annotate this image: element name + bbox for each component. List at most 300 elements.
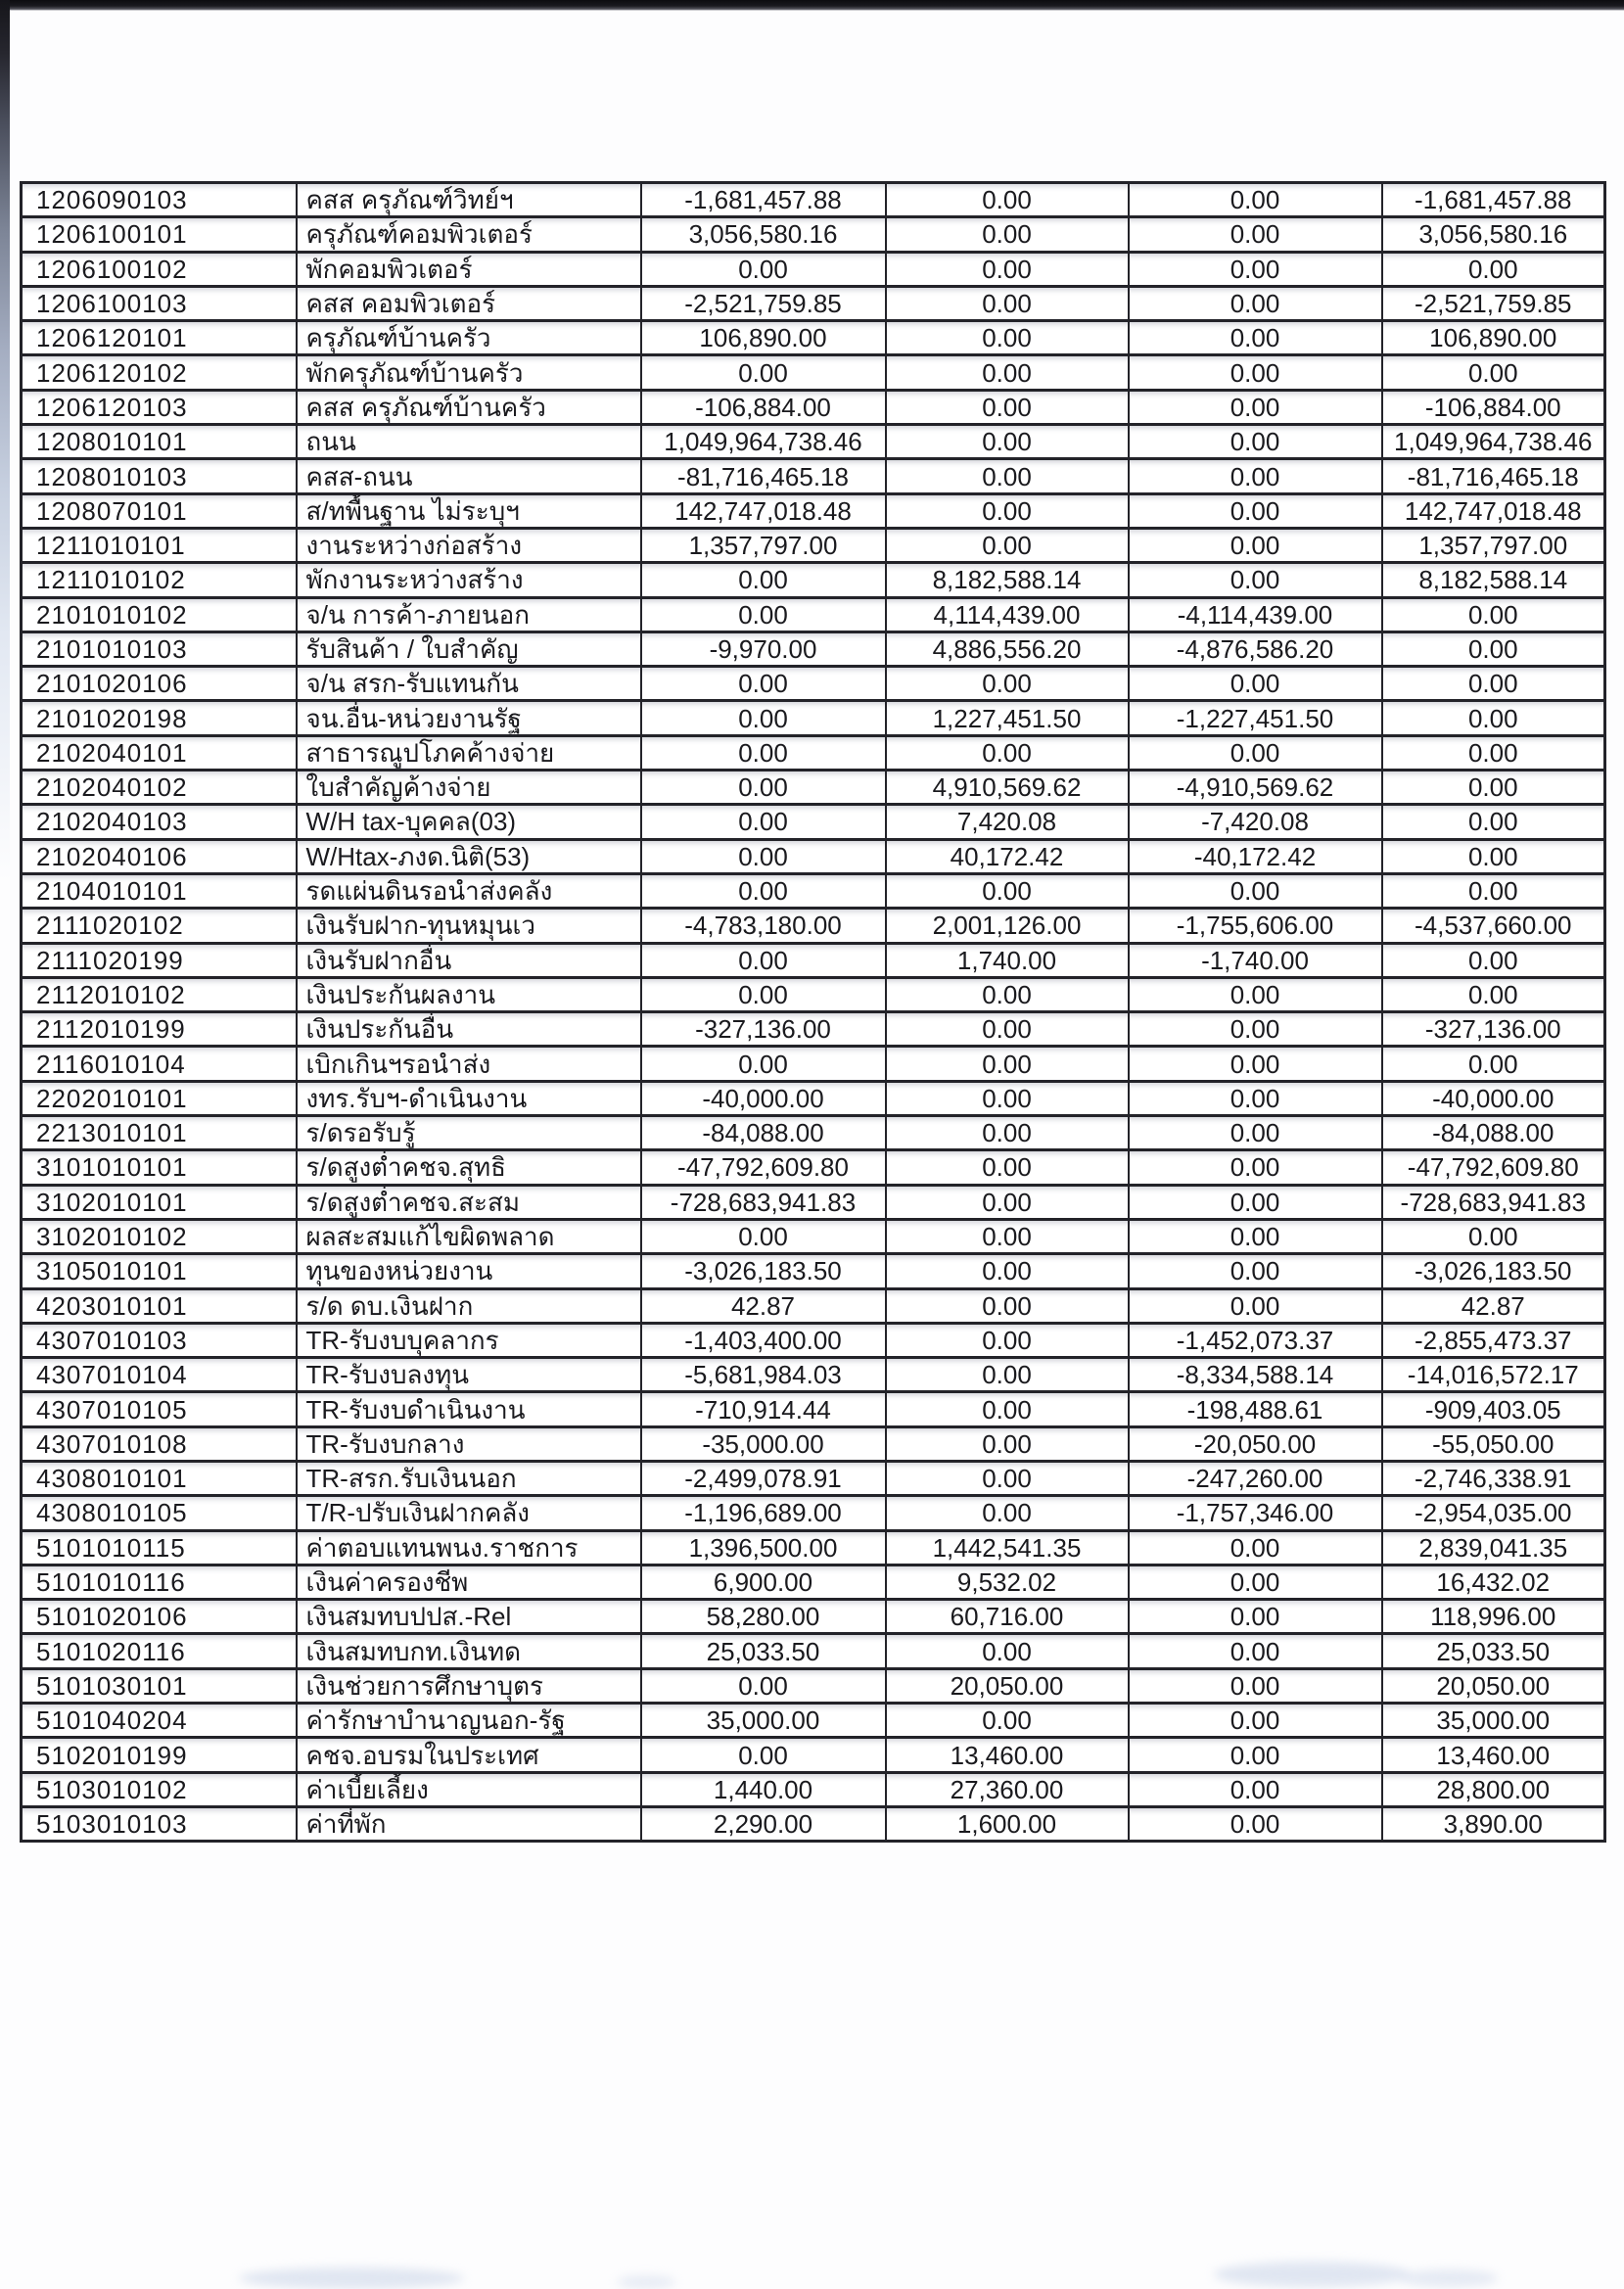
amount-period1-cell: 42.87	[641, 1288, 886, 1323]
amount-balance-cell: 0.00	[1382, 631, 1605, 666]
amount-credit-cell: 0.00	[1129, 355, 1382, 390]
amount-balance-cell: 8,182,588.14	[1382, 563, 1605, 597]
amount-period1-cell: -728,683,941.83	[641, 1185, 886, 1219]
account-code-cell: 4308010105	[22, 1496, 297, 1530]
account-code-cell: 1206120102	[22, 355, 297, 390]
amount-credit-cell: 0.00	[1129, 1772, 1382, 1806]
account-code-cell: 3102010102	[22, 1219, 297, 1253]
amount-debit-cell: 27,360.00	[886, 1772, 1129, 1806]
account-name-cell: ถนน	[297, 425, 641, 459]
amount-balance-cell: 0.00	[1382, 771, 1605, 805]
amount-balance-cell: 118,996.00	[1382, 1600, 1605, 1634]
amount-balance-cell: 1,049,964,738.46	[1382, 425, 1605, 459]
amount-credit-cell: 0.00	[1129, 1081, 1382, 1115]
account-name-cell: ร/ดรอรับรู้	[297, 1116, 641, 1150]
account-code-cell: 2102040102	[22, 771, 297, 805]
amount-balance-cell: -40,000.00	[1382, 1081, 1605, 1115]
account-name-cell: เงินค่าครองชีพ	[297, 1565, 641, 1599]
amount-debit-cell: 0.00	[886, 1358, 1129, 1392]
amount-debit-cell: 0.00	[886, 425, 1129, 459]
amount-credit-cell: -4,876,586.20	[1129, 631, 1382, 666]
amount-credit-cell: -247,260.00	[1129, 1461, 1382, 1495]
account-name-cell: คสส ครุภัณฑ์วิทย์ฯ	[297, 183, 641, 217]
account-code-cell: 2116010104	[22, 1047, 297, 1081]
amount-period1-cell: -9,970.00	[641, 631, 886, 666]
amount-credit-cell: 0.00	[1129, 493, 1382, 528]
amount-credit-cell: -40,172.42	[1129, 839, 1382, 873]
table-row	[22, 355, 1605, 390]
account-code-cell: 2102040101	[22, 735, 297, 770]
amount-balance-cell: 0.00	[1382, 252, 1605, 286]
amount-credit-cell: -20,050.00	[1129, 1426, 1382, 1461]
account-name-cell: เงินสมทบกท.เงินทด	[297, 1634, 641, 1668]
account-name-cell: จ/น การค้า-ภายนอก	[297, 597, 641, 631]
account-code-cell: 2101020106	[22, 667, 297, 701]
amount-period1-cell: 0.00	[641, 1047, 886, 1081]
account-name-cell: ค่าเบี้ยเลี้ยง	[297, 1772, 641, 1806]
table-row	[22, 1772, 1605, 1806]
amount-credit-cell: 0.00	[1129, 1150, 1382, 1185]
amount-debit-cell: 0.00	[886, 1496, 1129, 1530]
amount-period1-cell: -81,716,465.18	[641, 459, 886, 493]
scan-edge-top	[0, 0, 1624, 11]
amount-balance-cell: 106,890.00	[1382, 321, 1605, 355]
account-name-cell: ร/ดสูงต่ำคชจ.สุทธิ	[297, 1150, 641, 1185]
amount-debit-cell: 0.00	[886, 1150, 1129, 1185]
amount-period1-cell: -2,521,759.85	[641, 286, 886, 320]
amount-balance-cell: 35,000.00	[1382, 1704, 1605, 1738]
amount-balance-cell: -84,088.00	[1382, 1116, 1605, 1150]
amount-balance-cell: 0.00	[1382, 839, 1605, 873]
table-row	[22, 1323, 1605, 1357]
amount-balance-cell: -14,016,572.17	[1382, 1358, 1605, 1392]
amount-balance-cell: -81,716,465.18	[1382, 459, 1605, 493]
account-name-cell: ร/ดสูงต่ำคชจ.สะสม	[297, 1185, 641, 1219]
account-name-cell: เงินประกันผลงาน	[297, 977, 641, 1011]
amount-debit-cell: 60,716.00	[886, 1600, 1129, 1634]
amount-debit-cell: 0.00	[886, 1704, 1129, 1738]
amount-credit-cell: -4,910,569.62	[1129, 771, 1382, 805]
table-row	[22, 459, 1605, 493]
table-row	[22, 1600, 1605, 1634]
account-code-cell: 1206100101	[22, 217, 297, 252]
amount-period1-cell: -84,088.00	[641, 1116, 886, 1150]
amount-balance-cell: 28,800.00	[1382, 1772, 1605, 1806]
account-name-cell: TR-รับงบดำเนินงาน	[297, 1392, 641, 1426]
amount-period1-cell: 106,890.00	[641, 321, 886, 355]
amount-credit-cell: -1,755,606.00	[1129, 909, 1382, 943]
amount-debit-cell: 0.00	[886, 1219, 1129, 1253]
amount-debit-cell: 13,460.00	[886, 1738, 1129, 1772]
amount-credit-cell: -1,740.00	[1129, 943, 1382, 977]
account-code-cell: 1206100103	[22, 286, 297, 320]
account-code-cell: 2112010199	[22, 1012, 297, 1047]
amount-credit-cell: 0.00	[1129, 217, 1382, 252]
table-row	[22, 771, 1605, 805]
amount-debit-cell: 1,227,451.50	[886, 701, 1129, 735]
amount-credit-cell: 0.00	[1129, 321, 1382, 355]
scan-smudge	[1214, 2262, 1410, 2287]
amount-period1-cell: 0.00	[641, 873, 886, 908]
amount-credit-cell: 0.00	[1129, 1288, 1382, 1323]
amount-debit-cell: 0.00	[886, 1081, 1129, 1115]
account-code-cell: 1206120101	[22, 321, 297, 355]
amount-period1-cell: 0.00	[641, 1668, 886, 1703]
account-name-cell: พักงานระหว่างสร้าง	[297, 563, 641, 597]
table-row	[22, 1426, 1605, 1461]
amount-debit-cell: 0.00	[886, 977, 1129, 1011]
amount-credit-cell: 0.00	[1129, 1565, 1382, 1599]
amount-period1-cell: 0.00	[641, 771, 886, 805]
amount-debit-cell: 40,172.42	[886, 839, 1129, 873]
account-name-cell: งทร.รับฯ-ดำเนินงาน	[297, 1081, 641, 1115]
amount-period1-cell: 0.00	[641, 355, 886, 390]
scan-edge-left	[0, 0, 10, 881]
amount-credit-cell: 0.00	[1129, 977, 1382, 1011]
amount-balance-cell: 0.00	[1382, 667, 1605, 701]
amount-debit-cell: 0.00	[886, 1288, 1129, 1323]
table-row	[22, 1461, 1605, 1495]
table-row	[22, 1012, 1605, 1047]
amount-period1-cell: 1,440.00	[641, 1772, 886, 1806]
amount-credit-cell: 0.00	[1129, 1219, 1382, 1253]
account-code-cell: 1208010103	[22, 459, 297, 493]
account-code-cell: 1206120103	[22, 390, 297, 424]
amount-period1-cell: -1,403,400.00	[641, 1323, 886, 1357]
table-row	[22, 1565, 1605, 1599]
table-row	[22, 1738, 1605, 1772]
account-name-cell: เบิกเกินฯรอนำส่ง	[297, 1047, 641, 1081]
account-name-cell: รับสินค้า / ใบสำคัญ	[297, 631, 641, 666]
amount-balance-cell: 42.87	[1382, 1288, 1605, 1323]
amount-period1-cell: 0.00	[641, 977, 886, 1011]
amount-balance-cell: 25,033.50	[1382, 1634, 1605, 1668]
amount-period1-cell: 1,396,500.00	[641, 1530, 886, 1565]
account-name-cell: เงินช่วยการศึกษาบุตร	[297, 1668, 641, 1703]
amount-credit-cell: -8,334,588.14	[1129, 1358, 1382, 1392]
account-code-cell: 2112010102	[22, 977, 297, 1011]
amount-debit-cell: 0.00	[886, 1185, 1129, 1219]
amount-period1-cell: -327,136.00	[641, 1012, 886, 1047]
account-code-cell: 1208010101	[22, 425, 297, 459]
amount-balance-cell: 0.00	[1382, 977, 1605, 1011]
amount-debit-cell: 9,532.02	[886, 1565, 1129, 1599]
amount-credit-cell: 0.00	[1129, 459, 1382, 493]
account-code-cell: 2102040103	[22, 805, 297, 839]
account-code-cell: 5103010102	[22, 1772, 297, 1806]
amount-debit-cell: 0.00	[886, 252, 1129, 286]
amount-credit-cell: -4,114,439.00	[1129, 597, 1382, 631]
account-name-cell: ทุนของหน่วยงาน	[297, 1254, 641, 1288]
amount-balance-cell: -728,683,941.83	[1382, 1185, 1605, 1219]
amount-period1-cell: 3,056,580.16	[641, 217, 886, 252]
account-name-cell: ส/ทพื้นฐาน ไม่ระบุฯ	[297, 493, 641, 528]
amount-period1-cell: 6,900.00	[641, 1565, 886, 1599]
amount-credit-cell: 0.00	[1129, 1806, 1382, 1841]
account-name-cell: จน.อื่น-หน่วยงานรัฐ	[297, 701, 641, 735]
table-row	[22, 286, 1605, 320]
amount-debit-cell: 7,420.08	[886, 805, 1129, 839]
table-row	[22, 183, 1605, 217]
account-name-cell: TR-รับงบบุคลากร	[297, 1323, 641, 1357]
amount-debit-cell: 0.00	[886, 1323, 1129, 1357]
table-row	[22, 1081, 1605, 1115]
amount-balance-cell: -2,521,759.85	[1382, 286, 1605, 320]
amount-debit-cell: 0.00	[886, 321, 1129, 355]
amount-debit-cell: 4,886,556.20	[886, 631, 1129, 666]
amount-balance-cell: 0.00	[1382, 1219, 1605, 1253]
account-name-cell: ครุภัณฑ์คอมพิวเตอร์	[297, 217, 641, 252]
amount-period1-cell: -710,914.44	[641, 1392, 886, 1426]
amount-balance-cell: -4,537,660.00	[1382, 909, 1605, 943]
amount-credit-cell: 0.00	[1129, 1254, 1382, 1288]
table-row	[22, 631, 1605, 666]
amount-debit-cell: 4,114,439.00	[886, 597, 1129, 631]
amount-credit-cell: 0.00	[1129, 528, 1382, 562]
amount-credit-cell: 0.00	[1129, 286, 1382, 320]
account-name-cell: เงินสมทบปปส.-Rel	[297, 1600, 641, 1634]
table-row	[22, 839, 1605, 873]
account-code-cell: 5101010115	[22, 1530, 297, 1565]
account-name-cell: เงินประกันอื่น	[297, 1012, 641, 1047]
amount-debit-cell: 0.00	[886, 390, 1129, 424]
amount-period1-cell: -3,026,183.50	[641, 1254, 886, 1288]
amount-period1-cell: 0.00	[641, 839, 886, 873]
amount-credit-cell: -1,452,073.37	[1129, 1323, 1382, 1357]
account-name-cell: รดแผ่นดินรอนำส่งคลัง	[297, 873, 641, 908]
account-name-cell: ร/ด ดบ.เงินฝาก	[297, 1288, 641, 1323]
table-row	[22, 1634, 1605, 1668]
amount-balance-cell: 0.00	[1382, 873, 1605, 908]
amount-balance-cell: 3,056,580.16	[1382, 217, 1605, 252]
table-row	[22, 493, 1605, 528]
amount-balance-cell: 0.00	[1382, 805, 1605, 839]
account-name-cell: ค่าที่พัก	[297, 1806, 641, 1841]
account-name-cell: ผลสะสมแก้ไขผิดพลาด	[297, 1219, 641, 1253]
amount-credit-cell: 0.00	[1129, 1116, 1382, 1150]
account-code-cell: 1206090103	[22, 183, 297, 217]
amount-credit-cell: 0.00	[1129, 735, 1382, 770]
table-row	[22, 1116, 1605, 1150]
amount-debit-cell: 0.00	[886, 528, 1129, 562]
amount-debit-cell: 0.00	[886, 183, 1129, 217]
account-code-cell: 2101010102	[22, 597, 297, 631]
amount-debit-cell: 0.00	[886, 1426, 1129, 1461]
account-name-cell: งานระหว่างก่อสร้าง	[297, 528, 641, 562]
table-row	[22, 217, 1605, 252]
account-code-cell: 3105010101	[22, 1254, 297, 1288]
table-row	[22, 1219, 1605, 1253]
account-code-cell: 1208070101	[22, 493, 297, 528]
account-name-cell: W/H tax-บุคคล(03)	[297, 805, 641, 839]
amount-credit-cell: 0.00	[1129, 1600, 1382, 1634]
amount-period1-cell: 1,357,797.00	[641, 528, 886, 562]
account-code-cell: 4308010101	[22, 1461, 297, 1495]
amount-credit-cell: -7,420.08	[1129, 805, 1382, 839]
table-row	[22, 977, 1605, 1011]
amount-period1-cell: 0.00	[641, 735, 886, 770]
amount-debit-cell: 0.00	[886, 1047, 1129, 1081]
account-code-cell: 2111020102	[22, 909, 297, 943]
account-name-cell: คสส คอมพิวเตอร์	[297, 286, 641, 320]
amount-period1-cell: 0.00	[641, 1219, 886, 1253]
amount-credit-cell: 0.00	[1129, 252, 1382, 286]
amount-credit-cell: -198,488.61	[1129, 1392, 1382, 1426]
account-code-cell: 4307010103	[22, 1323, 297, 1357]
table-row	[22, 1358, 1605, 1392]
account-name-cell: TR-รับงบกลาง	[297, 1426, 641, 1461]
amount-balance-cell: 142,747,018.48	[1382, 493, 1605, 528]
amount-period1-cell: 1,049,964,738.46	[641, 425, 886, 459]
amount-debit-cell: 1,442,541.35	[886, 1530, 1129, 1565]
account-name-cell: เงินรับฝากอื่น	[297, 943, 641, 977]
amount-credit-cell: 0.00	[1129, 1012, 1382, 1047]
account-name-cell: คชจ.อบรมในประเทศ	[297, 1738, 641, 1772]
amount-credit-cell: 0.00	[1129, 873, 1382, 908]
table-row	[22, 735, 1605, 770]
table-row	[22, 701, 1605, 735]
amount-period1-cell: -40,000.00	[641, 1081, 886, 1115]
amount-debit-cell: 0.00	[886, 286, 1129, 320]
amount-debit-cell: 8,182,588.14	[886, 563, 1129, 597]
amount-credit-cell: 0.00	[1129, 1704, 1382, 1738]
table-row	[22, 1254, 1605, 1288]
account-name-cell: คสส-ถนน	[297, 459, 641, 493]
amount-period1-cell: -5,681,984.03	[641, 1358, 886, 1392]
account-name-cell: TR-รับงบลงทุน	[297, 1358, 641, 1392]
amount-period1-cell: 25,033.50	[641, 1634, 886, 1668]
scan-smudge	[617, 2275, 675, 2289]
account-name-cell: ใบสำคัญค้างจ่าย	[297, 771, 641, 805]
amount-balance-cell: 13,460.00	[1382, 1738, 1605, 1772]
account-code-cell: 3102010101	[22, 1185, 297, 1219]
amount-period1-cell: -106,884.00	[641, 390, 886, 424]
account-name-cell: W/Htax-ภงด.นิติ(53)	[297, 839, 641, 873]
amount-period1-cell: -2,499,078.91	[641, 1461, 886, 1495]
amount-debit-cell: 0.00	[886, 459, 1129, 493]
amount-balance-cell: -2,954,035.00	[1382, 1496, 1605, 1530]
table-row	[22, 1047, 1605, 1081]
amount-period1-cell: -1,196,689.00	[641, 1496, 886, 1530]
amount-credit-cell: 0.00	[1129, 667, 1382, 701]
account-name-cell: สาธารณูปโภคค้างจ่าย	[297, 735, 641, 770]
account-balance-table	[20, 181, 1606, 1843]
amount-period1-cell: 0.00	[641, 1738, 886, 1772]
amount-period1-cell: 0.00	[641, 805, 886, 839]
amount-debit-cell: 20,050.00	[886, 1668, 1129, 1703]
amount-balance-cell: 0.00	[1382, 943, 1605, 977]
amount-balance-cell: -1,681,457.88	[1382, 183, 1605, 217]
amount-debit-cell: 0.00	[886, 1116, 1129, 1150]
account-code-cell: 3101010101	[22, 1150, 297, 1185]
amount-credit-cell: 0.00	[1129, 183, 1382, 217]
amount-balance-cell: 1,357,797.00	[1382, 528, 1605, 562]
table-row	[22, 1530, 1605, 1565]
scan-smudge	[1400, 2269, 1498, 2287]
account-code-cell: 5101010116	[22, 1565, 297, 1599]
amount-credit-cell: 0.00	[1129, 390, 1382, 424]
amount-balance-cell: 0.00	[1382, 1047, 1605, 1081]
amount-balance-cell: 0.00	[1382, 735, 1605, 770]
account-code-cell: 5101040204	[22, 1704, 297, 1738]
account-code-cell: 2102040106	[22, 839, 297, 873]
table-row	[22, 1185, 1605, 1219]
amount-credit-cell: -1,757,346.00	[1129, 1496, 1382, 1530]
amount-credit-cell: 0.00	[1129, 1738, 1382, 1772]
amount-debit-cell: 0.00	[886, 355, 1129, 390]
table-body	[22, 183, 1605, 1842]
account-code-cell: 2101020198	[22, 701, 297, 735]
amount-credit-cell: -1,227,451.50	[1129, 701, 1382, 735]
account-name-cell: T/R-ปรับเงินฝากคลัง	[297, 1496, 641, 1530]
account-code-cell: 2111020199	[22, 943, 297, 977]
amount-period1-cell: 142,747,018.48	[641, 493, 886, 528]
account-code-cell: 5102010199	[22, 1738, 297, 1772]
amount-period1-cell: -4,783,180.00	[641, 909, 886, 943]
account-name-cell: พักคอมพิวเตอร์	[297, 252, 641, 286]
amount-period1-cell: -35,000.00	[641, 1426, 886, 1461]
account-code-cell: 4307010104	[22, 1358, 297, 1392]
table-row	[22, 252, 1605, 286]
account-name-cell: ค่ารักษาบำนาญนอก-รัฐ	[297, 1704, 641, 1738]
amount-period1-cell: 0.00	[641, 667, 886, 701]
amount-debit-cell: 0.00	[886, 1254, 1129, 1288]
amount-balance-cell: 0.00	[1382, 597, 1605, 631]
amount-balance-cell: 16,432.02	[1382, 1565, 1605, 1599]
account-code-cell: 1206100102	[22, 252, 297, 286]
amount-debit-cell: 0.00	[886, 493, 1129, 528]
amount-balance-cell: -55,050.00	[1382, 1426, 1605, 1461]
account-name-cell: คสส ครุภัณฑ์บ้านครัว	[297, 390, 641, 424]
table-row	[22, 563, 1605, 597]
amount-period1-cell: 0.00	[641, 597, 886, 631]
amount-period1-cell: 35,000.00	[641, 1704, 886, 1738]
table-row	[22, 943, 1605, 977]
account-code-cell: 2104010101	[22, 873, 297, 908]
account-name-cell: TR-สรก.รับเงินนอก	[297, 1461, 641, 1495]
account-code-cell: 4203010101	[22, 1288, 297, 1323]
amount-debit-cell: 0.00	[886, 735, 1129, 770]
amount-balance-cell: 20,050.00	[1382, 1668, 1605, 1703]
account-name-cell: พักครุภัณฑ์บ้านครัว	[297, 355, 641, 390]
table-row	[22, 528, 1605, 562]
amount-balance-cell: -106,884.00	[1382, 390, 1605, 424]
account-code-cell: 1211010102	[22, 563, 297, 597]
table-row	[22, 1668, 1605, 1703]
account-code-cell: 5103010103	[22, 1806, 297, 1841]
account-name-cell: เงินรับฝาก-ทุนหมุนเว	[297, 909, 641, 943]
amount-debit-cell: 0.00	[886, 667, 1129, 701]
amount-debit-cell: 1,600.00	[886, 1806, 1129, 1841]
amount-credit-cell: 0.00	[1129, 1668, 1382, 1703]
amount-balance-cell: 0.00	[1382, 701, 1605, 735]
amount-balance-cell: -47,792,609.80	[1382, 1150, 1605, 1185]
account-code-cell: 2101010103	[22, 631, 297, 666]
amount-debit-cell: 0.00	[886, 1634, 1129, 1668]
table-row	[22, 597, 1605, 631]
account-code-cell: 2213010101	[22, 1116, 297, 1150]
amount-credit-cell: 0.00	[1129, 425, 1382, 459]
table-row	[22, 667, 1605, 701]
amount-debit-cell: 0.00	[886, 1012, 1129, 1047]
amount-debit-cell: 0.00	[886, 217, 1129, 252]
account-code-cell: 5101020116	[22, 1634, 297, 1668]
account-code-cell: 1211010101	[22, 528, 297, 562]
amount-balance-cell: 2,839,041.35	[1382, 1530, 1605, 1565]
amount-period1-cell: -1,681,457.88	[641, 183, 886, 217]
amount-period1-cell: 0.00	[641, 563, 886, 597]
table-row	[22, 1806, 1605, 1841]
